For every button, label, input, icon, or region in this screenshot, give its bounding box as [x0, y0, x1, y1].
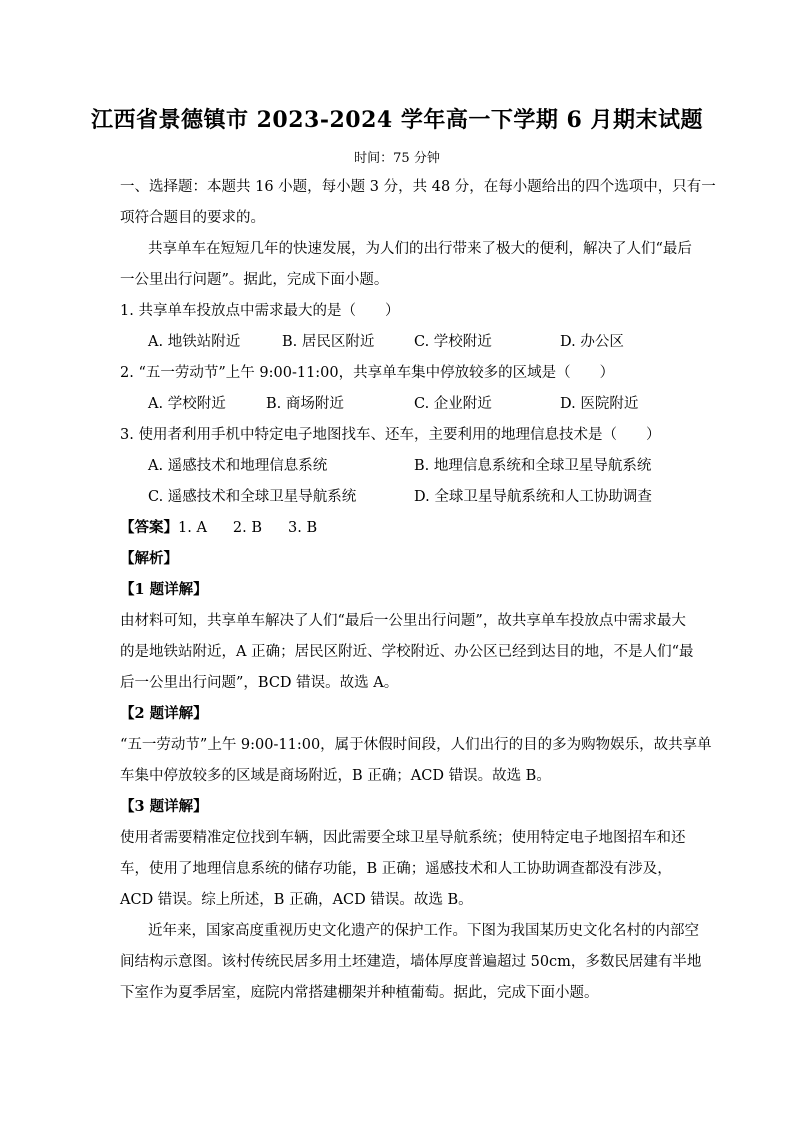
question-2-option-d: D. 医院附近: [560, 396, 639, 412]
section-instruction-line1: 一、选择题：本题共 16 小题，每小题 3 分，共 48 分，在每小题给出的四个选项中，只有一: [120, 179, 716, 195]
answer-key: [120, 518, 317, 538]
material-2-line1: 近年来，国家高度重视历史文化遗产的保护工作。下图为我国某历史文化名村的内部空: [148, 923, 699, 939]
detail-1-line2: 的是地铁站附近，A 正确；居民区附近、学校附近、办公区已经到达目的地，不是人们“最: [120, 644, 694, 660]
question-1-option-a: A. 地铁站附近: [148, 334, 241, 350]
section-instruction-line2: 项符合题目的要求的。: [120, 210, 265, 226]
detail-1-line1: 由材料可知，共享单车解决了人们“最后一公里出行问题”，故共享单车投放点中需求最大: [120, 613, 686, 629]
detail-3-line2: 车，使用了地理信息系统的储存功能，B 正确；遥感技术和人工协助调查都没有涉及，: [120, 861, 672, 877]
material-paragraph-line2: 一公里出行问题”。据此，完成下面小题。: [120, 272, 389, 288]
answer-3: 3. B: [288, 520, 318, 536]
material-2-line3: 下室作为夏季居室，庭院内常搭建棚架并种植葡萄。据此，完成下面小题。: [120, 985, 599, 1001]
material-paragraph-line1: 共享单车在短短几年的快速发展，为人们的出行带来了极大的便利，解决了人们“最后: [148, 241, 692, 257]
exam-duration: 时间：75 分钟: [354, 151, 440, 166]
detail-3-line1: 使用者需要精准定位找到车辆，因此需要全球卫星导航系统；使用特定电子地图招车和还: [120, 830, 686, 846]
detail-3-heading: 【3 题详解】: [120, 798, 208, 815]
question-3-option-b: B. 地理信息系统和全球卫星导航系统: [414, 458, 652, 474]
question-3-option-a: A. 遥感技术和地理信息系统: [148, 458, 328, 474]
material-2-line2: 间结构示意图。该村传统民居多用土坯建造，墙体厚度普遍超过 50cm，多数民居建有半地: [120, 954, 702, 970]
answer-2: 2. B: [232, 520, 263, 536]
question-3-option-c: C. 遥感技术和全球卫星导航系统: [148, 489, 357, 505]
page-title: 江西省景德镇市 2023-2024 学年高一下学期 6 月期末试题: [90, 107, 704, 133]
question-1-option-b: B. 居民区附近: [282, 334, 375, 350]
question-2-option-b: B. 商场附近: [266, 396, 344, 412]
analysis-heading: 【解析】: [120, 550, 178, 567]
answer-key-label: 【答案】: [120, 519, 178, 536]
question-2-option-c: C. 企业附近: [414, 396, 492, 412]
question-1-option-c: C. 学校附近: [414, 334, 492, 350]
detail-1-line3: 后一公里出行问题”，BCD 错误。故选 A。: [120, 675, 399, 691]
detail-1-heading: 【1 题详解】: [120, 581, 208, 598]
detail-2-heading: 【2 题详解】: [120, 705, 208, 722]
detail-2-line2: 车集中停放较多的区域是商场附近，B 正确；ACD 错误。故选 B。: [120, 768, 551, 784]
question-2-stem: 2. “五一劳动节”上午 9:00-11:00，共享单车集中停放较多的区域是（ ）: [120, 365, 615, 381]
question-3-stem: 3. 使用者利用手机中特定电子地图找车、还车，主要利用的地理信息技术是（ ）: [120, 427, 661, 443]
answer-1: 1. A: [178, 520, 207, 536]
question-2-option-a: A. 学校附近: [148, 396, 226, 412]
detail-3-line3: ACD 错误。综上所述，B 正确，ACD 错误。故选 B。: [120, 892, 473, 908]
question-1-stem: 1. 共享单车投放点中需求最大的是（ ）: [120, 303, 400, 319]
detail-2-line1: “五一劳动节”上午 9:00-11:00，属于休假时间段，人们出行的目的多为购物娱乐，故共享单: [120, 737, 712, 753]
question-3-option-d: D. 全球卫星导航系统和人工协助调查: [414, 489, 652, 505]
question-1-option-d: D. 办公区: [560, 334, 624, 350]
